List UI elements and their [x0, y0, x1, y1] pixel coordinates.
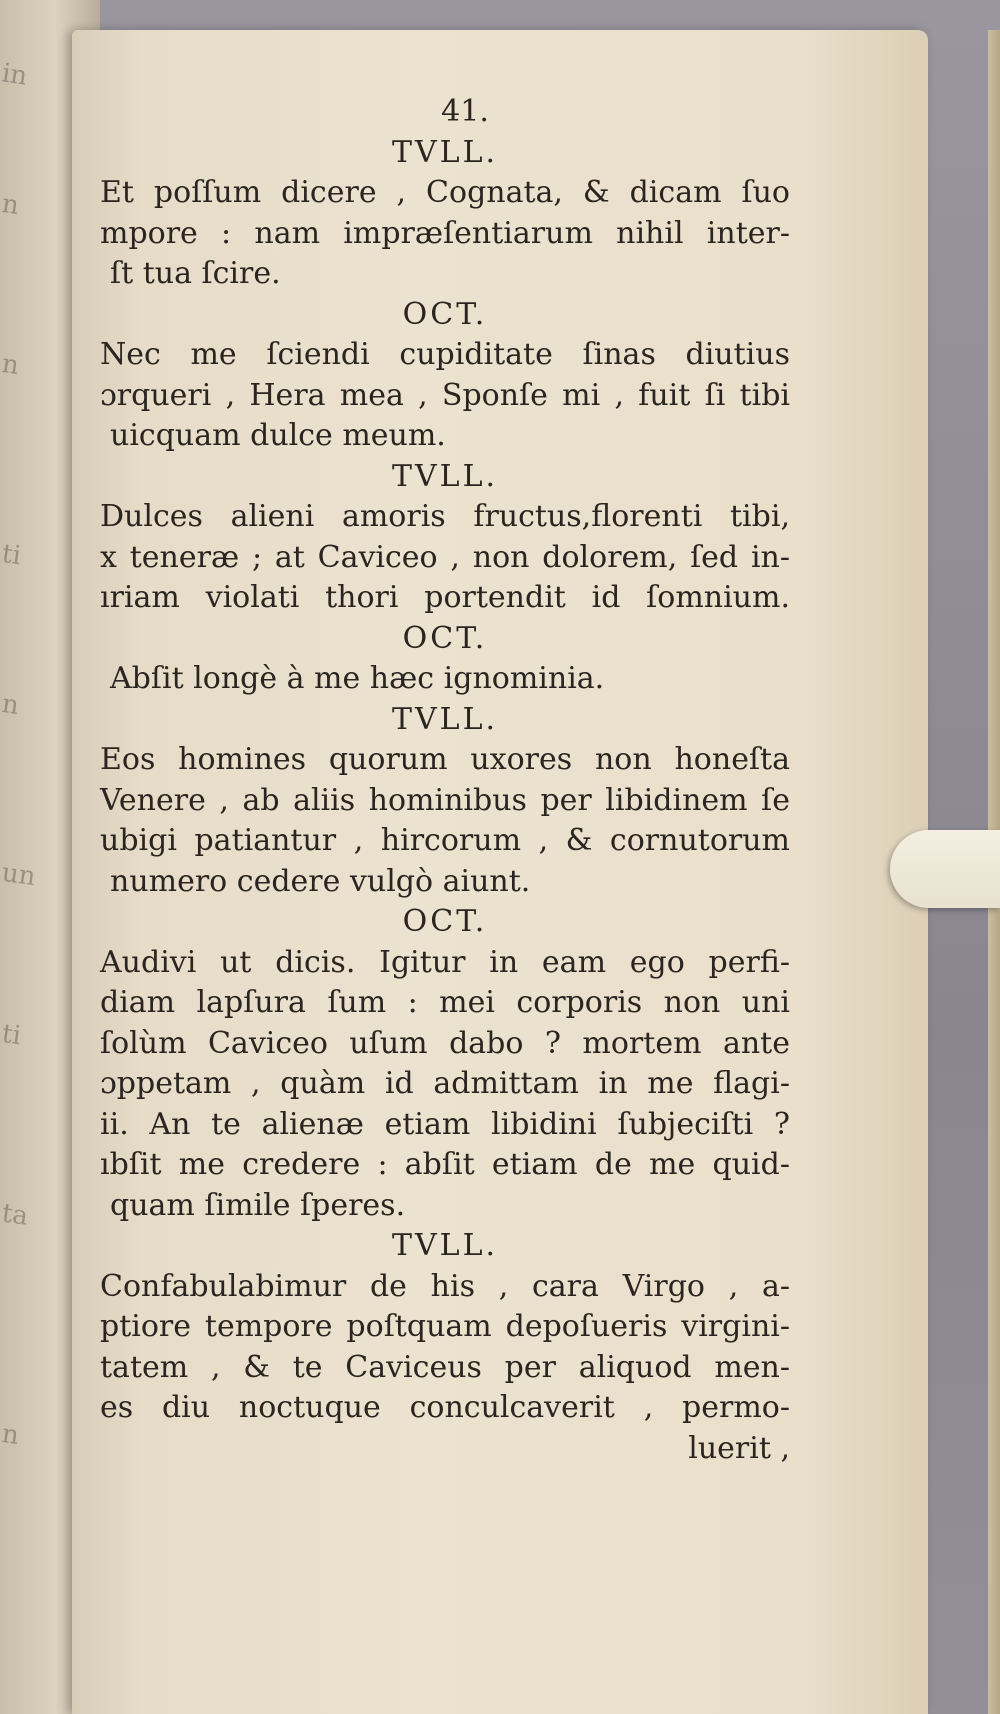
text-line: tatem , & te Caviceus per aliquod men- — [100, 1349, 790, 1385]
text-line: uicquam dulce meum. — [110, 418, 446, 453]
text-line: ıbſit me credere : abſit etiam de me quid- — [100, 1147, 790, 1182]
text-line: ii. An te alienæ etiam libidini ſubjeciſti ? — [100, 1106, 790, 1142]
text-line: Dulces alieni amoris fructus,florenti tibi, — [100, 499, 790, 534]
text-line: luerit , — [688, 1430, 790, 1466]
text-line: ptiore tempore poſtquam depoſueris virgini- — [100, 1309, 790, 1344]
text-line: Audivi ut dicis. Igitur in eam ego perfi- — [100, 944, 790, 980]
bleed-text: n — [0, 688, 21, 722]
text-lines — [100, 133, 790, 1470]
bleed-text: ti — [0, 1018, 23, 1052]
speaker-heading: OCT. — [402, 620, 488, 656]
bleed-text: n — [0, 1418, 21, 1452]
speaker-heading: TVLL. — [391, 134, 499, 170]
text-line: Nec me ſciendi cupiditate ſinas diutius — [100, 337, 790, 372]
text-line: mpore : nam impræſentiarum nihil inter- — [100, 215, 790, 251]
text-line: diam lapſura ſum : mei corporis non uni — [100, 985, 790, 1020]
text-line: Venere , ab aliis hominibus per libidinem ſe — [100, 782, 790, 818]
speaker-heading: OCT. — [402, 296, 488, 332]
text-line: ſt tua ſcire. — [110, 256, 281, 291]
page-text — [100, 92, 790, 1469]
text-line: Eos homines quorum uxores non honeſta — [100, 742, 790, 777]
speaker-heading: TVLL. — [391, 1228, 499, 1263]
bleed-text: n — [0, 188, 21, 222]
bleed-text: ta — [0, 1198, 30, 1232]
bleed-text: in — [0, 58, 30, 92]
text-line: Et poſſum dicere , Cognata, & dicam ſuo — [100, 175, 790, 210]
page-number: 41. — [441, 94, 489, 129]
text-line: es diu noctuque conculcaverit , permo- — [100, 1390, 790, 1425]
text-line: ɔppetam , quàm id admittam in me flagi- — [100, 1066, 790, 1101]
text-line: numero cedere vulgò aiunt. — [110, 863, 531, 899]
text-line: ɔrqueri , Hera mea , Sponſe mi , fuit ſi tibi — [100, 377, 790, 413]
text-line: Abſit longè à me hæc ignominia. — [110, 661, 605, 696]
bleed-text: ti — [0, 538, 23, 572]
text-line: ıriam violati thori portendit id ſomnium. — [100, 580, 790, 615]
speaker-heading: TVLL. — [391, 701, 499, 737]
text-line: ubigi patiantur , hircorum , & cornutorum — [100, 823, 790, 858]
text-line: Confabulabimur de his , cara Virgo , a- — [100, 1268, 790, 1304]
text-line: ſolùm Caviceo uſum dabo ? mortem ante — [100, 1025, 790, 1061]
text-line: x teneræ ; at Caviceo , non dolorem, ſed in- — [100, 539, 790, 575]
speaker-heading: TVLL. — [391, 458, 499, 494]
text-line: quam ſimile ſperes. — [110, 1187, 406, 1223]
speaker-heading: OCT. — [402, 904, 488, 939]
bookmark-tab[interactable] — [890, 830, 1000, 908]
bleed-text: n — [0, 348, 21, 382]
bleed-text: un — [0, 857, 38, 893]
